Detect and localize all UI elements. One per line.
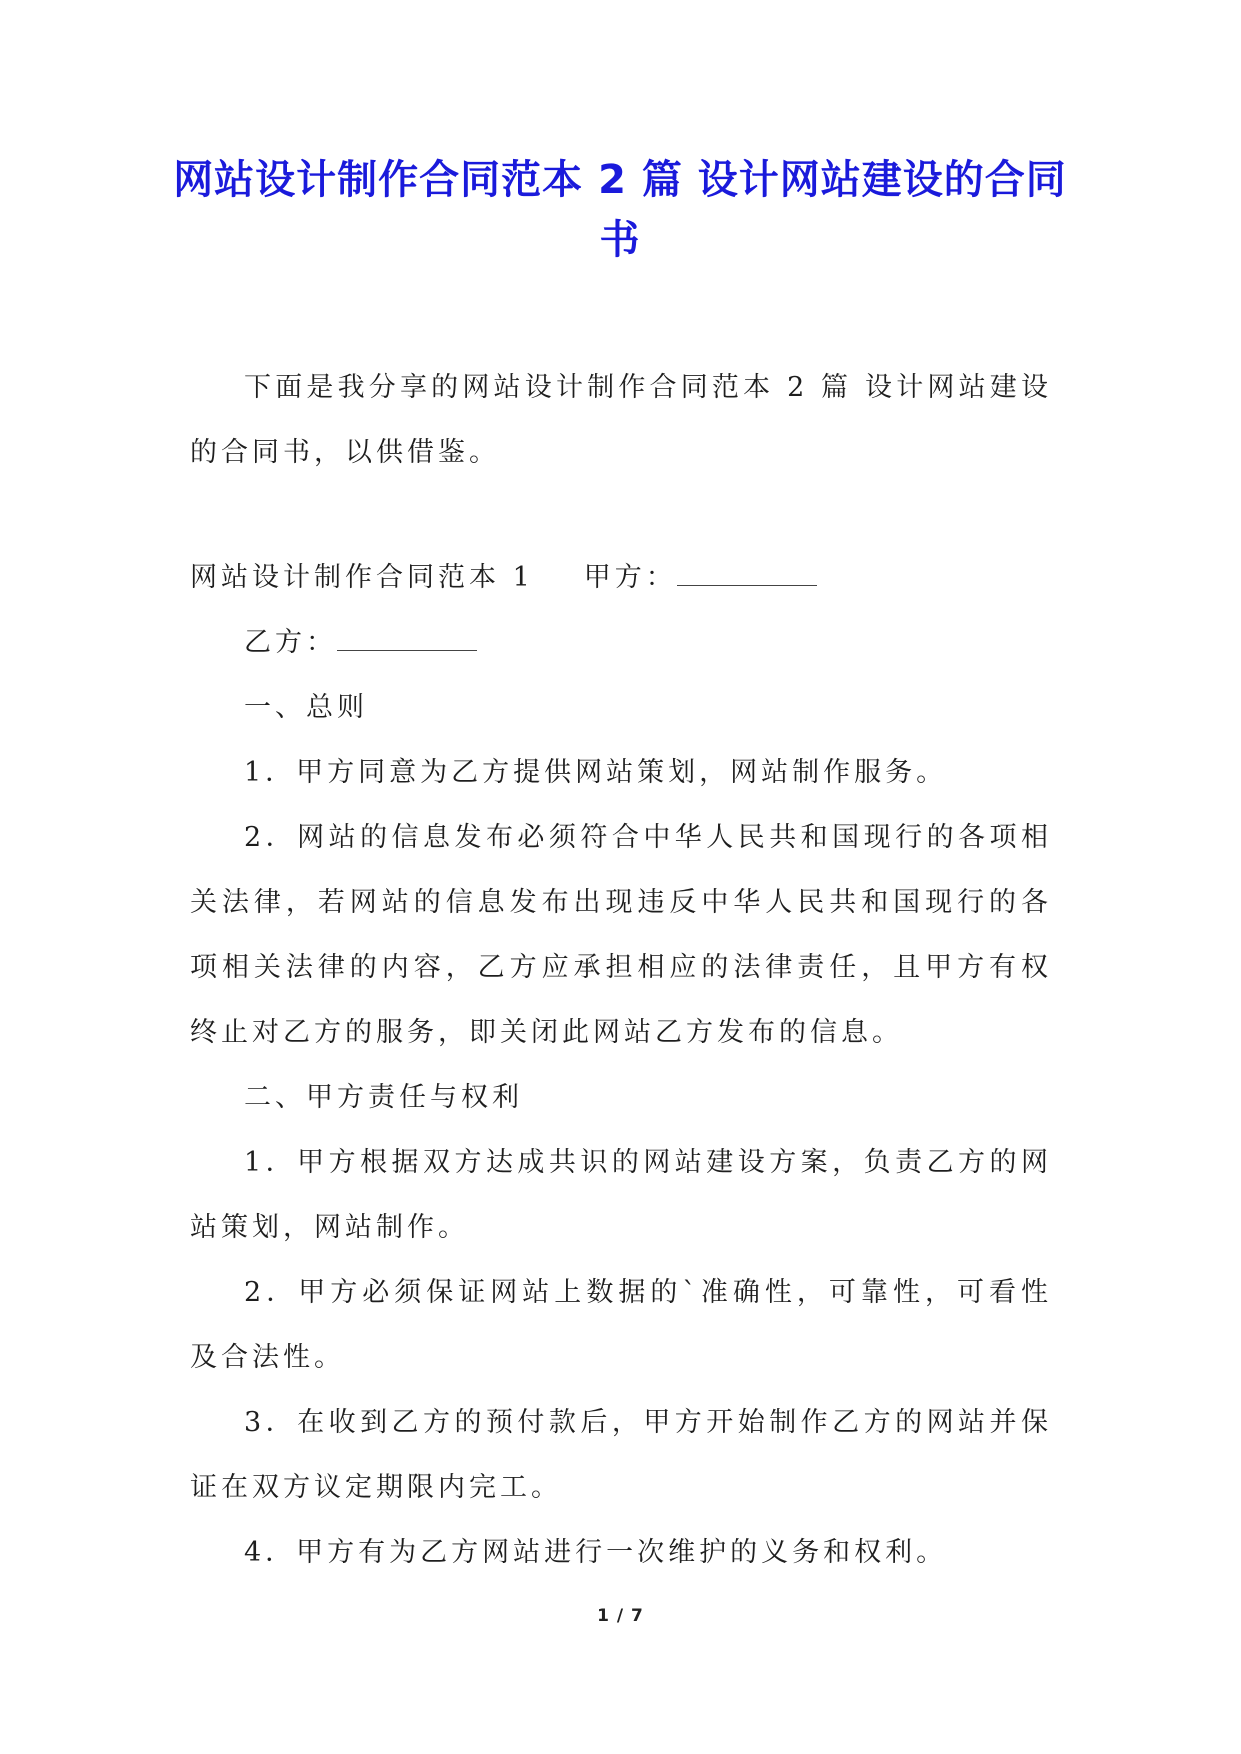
rights-clause-1: 1．甲方根据双方达成共识的网站建设方案，负责乙方的网站策划，网站制作。 — [190, 1147, 1052, 1243]
document-title: 网站设计制作合同范本 2 篇 设计网站建设的合同书 — [173, 157, 1067, 263]
general-clause-1: 1．甲方同意为乙方提供网站策划，网站制作服务。 — [244, 757, 948, 788]
page-indicator: 1 / 7 — [597, 1606, 644, 1626]
section-heading: 网站设计制作合同范本 1 — [190, 562, 534, 593]
document-body — [190, 355, 1052, 1585]
party-a-blank — [677, 555, 817, 586]
party-b-label: 乙方： — [244, 627, 337, 658]
general-heading: 一、总则 — [244, 692, 368, 723]
rights-clause-2: 2．甲方必须保证网站上数据的`准确性，可靠性，可看性及合法性。 — [190, 1277, 1052, 1373]
general-clause-2: 2．网站的信息发布必须符合中华人民共和国现行的各项相关法律，若网站的信息发布出现违反中华人民共和国现行的各项相关法律的内容，乙方应承担相应的法律责任，且甲方有权终止对乙方的服务，即关闭此网站乙方发布的信息。 — [190, 822, 1052, 1048]
rights-heading: 二、甲方责任与权利 — [244, 1082, 523, 1113]
party-a-label: 甲方： — [583, 562, 677, 593]
rights-clause-4: 4．甲方有为乙方网站进行一次维护的义务和权利。 — [244, 1537, 948, 1568]
section-heading-line — [190, 545, 1052, 610]
party-b-blank — [337, 620, 477, 651]
party-b-line — [190, 610, 1052, 675]
rights-clause-3: 3．在收到乙方的预付款后，甲方开始制作乙方的网站并保证在双方议定期限内完工。 — [190, 1407, 1052, 1503]
intro-paragraph: 下面是我分享的网站设计制作合同范本 2 篇 设计网站建设的合同书，以供借鉴。 — [190, 372, 1052, 468]
